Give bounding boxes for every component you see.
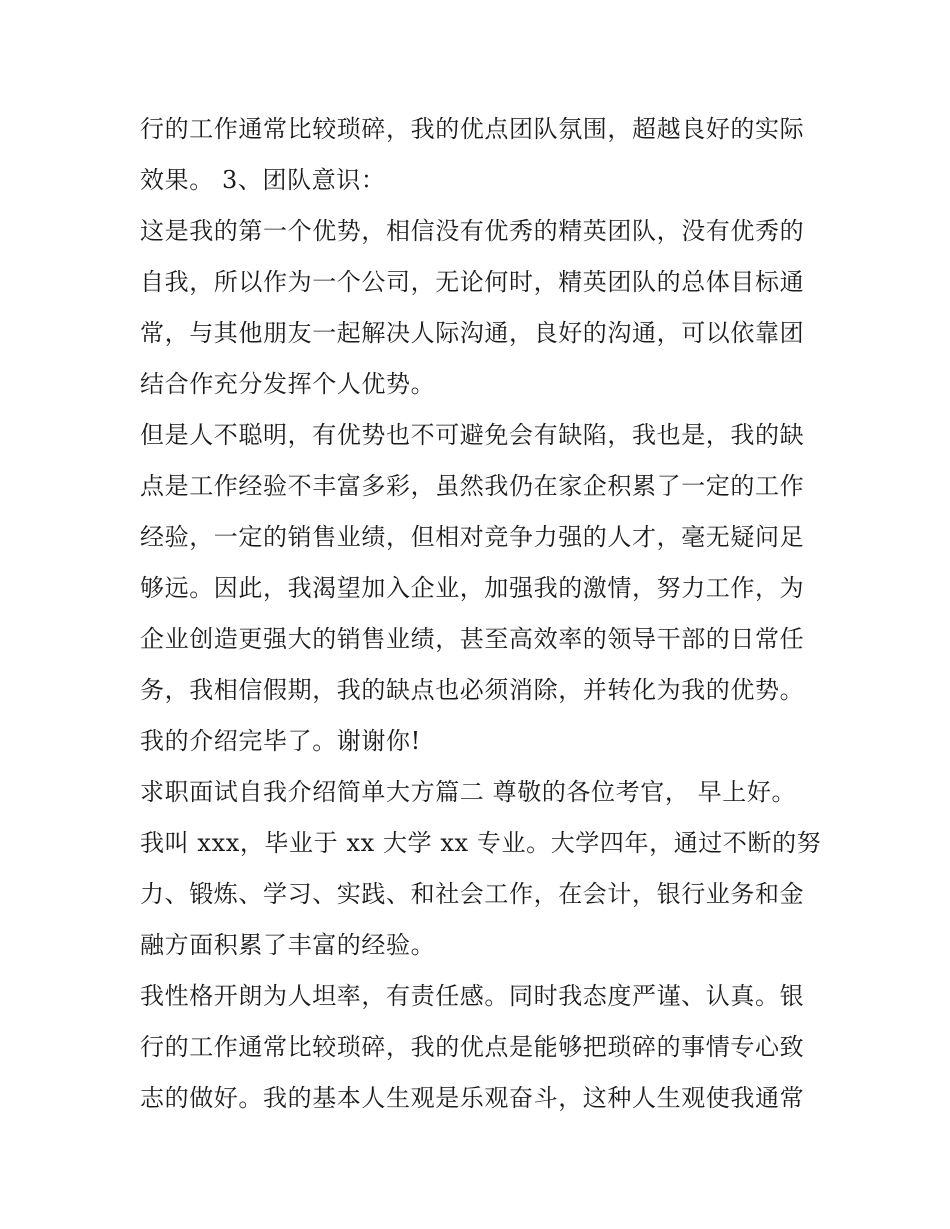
text-line: 够远。因此，我渴望加入企业，加强我的激情，努力工作，为 <box>140 574 805 602</box>
text-line: 志的做好。我的基本人生观是乐观奋斗，这种人生观使我通常 <box>140 1084 805 1112</box>
text-line: 但是人不聪明，有优势也不可避免会有缺陷，我也是，我的缺 <box>140 421 805 449</box>
body-text <box>140 104 820 1124</box>
text-line: 我的介绍完毕了。谢谢你! <box>140 727 421 755</box>
text-line: 点是工作经验不丰富多彩，虽然我仍在家企积累了一定的工作 <box>140 472 805 500</box>
text-line: 经验，一定的销售业绩，但相对竞争力强的人才，毫无疑问足 <box>140 523 805 551</box>
text-line: 我叫 xxx，毕业于 xx 大学 xx 专业。大学四年，通过不断的努 <box>140 829 822 857</box>
text-line: 求职面试自我介绍简单大方篇二 尊敬的各位考官， 早上好。 <box>140 778 797 806</box>
text-line: 融方面积累了丰富的经验。 <box>140 931 436 959</box>
text-line: 行的工作通常比较琐碎，我的优点团队氛围，超越良好的实际 <box>140 115 805 143</box>
text-line: 行的工作通常比较琐碎，我的优点是能够把琐碎的事情专心致 <box>140 1033 805 1061</box>
text-line: 效果。 3、团队意识： <box>140 166 386 194</box>
text-line: 常，与其他朋友一起解决人际沟通，良好的沟通，可以依靠团 <box>140 319 805 347</box>
text-line: 企业创造更强大的销售业绩，甚至高效率的领导干部的日常任 <box>140 625 805 653</box>
text-line: 力、锻炼、学习、实践、和社会工作，在会计，银行业务和金 <box>140 880 805 908</box>
text-line: 这是我的第一个优势，相信没有优秀的精英团队，没有优秀的 <box>140 217 805 245</box>
text-line: 我性格开朗为人坦率，有责任感。同时我态度严谨、认真。银 <box>140 982 805 1010</box>
text-line: 结合作充分发挥个人优势。 <box>140 370 436 398</box>
text-line: 务，我相信假期，我的缺点也必须消除，并转化为我的优势。 <box>140 676 805 704</box>
text-line: 自我，所以作为一个公司，无论何时，精英团队的总体目标通 <box>140 268 805 296</box>
